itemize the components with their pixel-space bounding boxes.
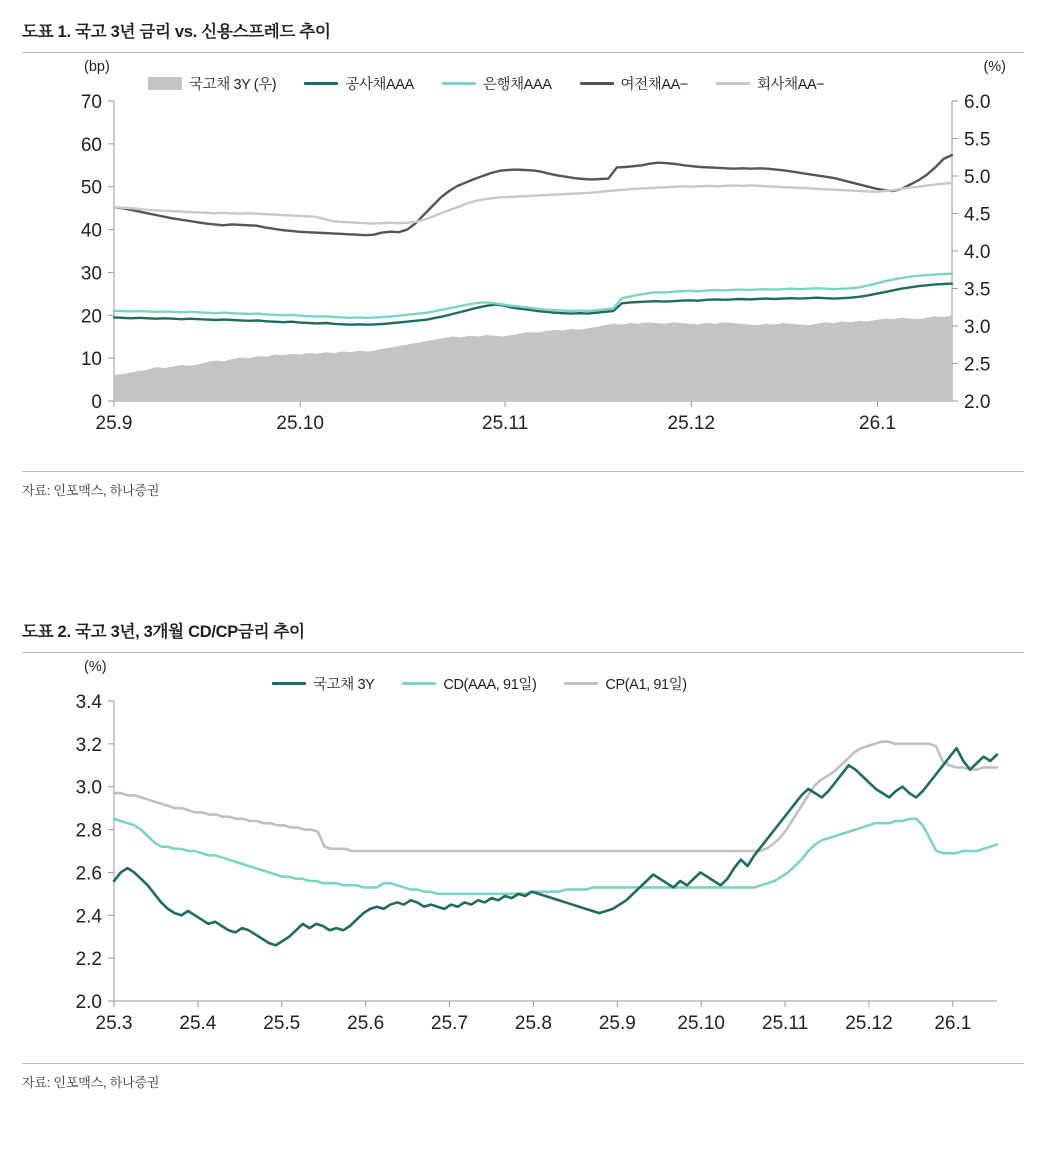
svg-text:3.0: 3.0	[75, 777, 102, 799]
svg-text:25.11: 25.11	[762, 1013, 809, 1034]
svg-text:20: 20	[80, 306, 102, 328]
svg-text:25.12: 25.12	[667, 413, 716, 434]
figure-1-title: 도표 1. 국고 3년 금리 vs. 신용스프레드 추이	[22, 23, 331, 41]
legend-label: 공사채AAA	[345, 77, 414, 93]
legend-line-swatch	[272, 682, 306, 685]
svg-text:4.0: 4.0	[964, 242, 991, 263]
legend-item	[716, 73, 824, 94]
svg-text:25.12: 25.12	[845, 1013, 893, 1034]
svg-text:25.10: 25.10	[677, 1013, 725, 1034]
svg-text:2.4: 2.4	[75, 906, 102, 928]
svg-text:70: 70	[80, 92, 102, 113]
figure-2-legend	[272, 673, 687, 694]
legend-label: CP(A1, 91일)	[605, 677, 687, 693]
figure-2-chart-area	[22, 652, 1024, 1064]
svg-text:6.0: 6.0	[964, 92, 991, 113]
legend-line-swatch	[442, 82, 476, 85]
svg-text:26.1: 26.1	[859, 413, 896, 434]
figure-1-svg	[22, 53, 1024, 471]
svg-text:3.4: 3.4	[75, 692, 102, 713]
svg-text:25.9: 25.9	[95, 413, 133, 434]
svg-text:5.0: 5.0	[964, 167, 991, 188]
svg-text:3.2: 3.2	[75, 734, 102, 756]
legend-line-swatch	[402, 682, 436, 685]
legend-item	[564, 673, 686, 694]
figure-1-right-unit: (%)	[983, 59, 1006, 75]
svg-text:25.6: 25.6	[347, 1013, 385, 1034]
figure-1	[22, 18, 1024, 499]
svg-text:25.4: 25.4	[179, 1013, 217, 1034]
figure-2-source: 자료: 인포맥스, 하나증권	[22, 1075, 160, 1090]
svg-text:25.5: 25.5	[263, 1013, 301, 1034]
legend-line-swatch	[564, 682, 598, 685]
legend-item	[402, 673, 536, 694]
legend-label: 회사채AA−	[756, 77, 825, 93]
legend-item	[272, 673, 374, 694]
svg-text:50: 50	[80, 177, 102, 199]
legend-item	[580, 73, 688, 94]
legend-item	[442, 73, 552, 94]
legend-item	[304, 73, 414, 94]
svg-text:2.0: 2.0	[964, 392, 991, 413]
figure-1-legend	[148, 73, 824, 94]
svg-text:2.6: 2.6	[75, 863, 102, 885]
legend-label: 국고채 3Y	[313, 677, 375, 693]
svg-text:26.1: 26.1	[934, 1013, 972, 1034]
svg-text:25.7: 25.7	[431, 1013, 469, 1034]
legend-line-swatch	[580, 82, 614, 85]
svg-text:25.8: 25.8	[514, 1013, 552, 1034]
svg-text:25.9: 25.9	[598, 1013, 636, 1034]
svg-text:25.10: 25.10	[276, 413, 324, 434]
legend-label: 국고채 3Y (우)	[189, 77, 277, 93]
figure-2-left-unit: (%)	[84, 659, 107, 675]
legend-label: CD(AAA, 91일)	[443, 677, 537, 693]
svg-text:25.11: 25.11	[482, 413, 529, 434]
legend-area-swatch	[148, 77, 182, 90]
figure-2	[22, 618, 1024, 1091]
figure-1-chart-area	[22, 52, 1024, 472]
svg-text:3.0: 3.0	[964, 317, 991, 338]
svg-text:40: 40	[80, 220, 102, 242]
figure-1-source: 자료: 인포맥스, 하나증권	[22, 483, 160, 498]
svg-text:2.0: 2.0	[75, 992, 102, 1013]
legend-line-swatch	[716, 82, 750, 85]
svg-text:2.8: 2.8	[75, 820, 102, 842]
legend-item	[148, 73, 276, 94]
figure-1-left-unit: (bp)	[84, 59, 110, 75]
figure-2-title: 도표 2. 국고 3년, 3개월 CD/CP금리 추이	[22, 623, 305, 641]
svg-text:25.3: 25.3	[95, 1013, 133, 1034]
legend-label: 은행채AAA	[482, 77, 552, 93]
legend-label: 여전채AA−	[620, 77, 688, 93]
svg-text:5.5: 5.5	[964, 129, 991, 151]
svg-text:10: 10	[80, 349, 102, 371]
svg-text:30: 30	[80, 263, 102, 285]
figure-2-svg	[22, 653, 1024, 1063]
svg-text:2.5: 2.5	[964, 354, 991, 376]
svg-text:2.2: 2.2	[75, 949, 102, 971]
svg-text:3.5: 3.5	[964, 279, 991, 301]
svg-text:0: 0	[91, 392, 102, 413]
legend-line-swatch	[304, 82, 338, 85]
svg-text:4.5: 4.5	[964, 204, 991, 226]
svg-text:60: 60	[80, 134, 102, 156]
